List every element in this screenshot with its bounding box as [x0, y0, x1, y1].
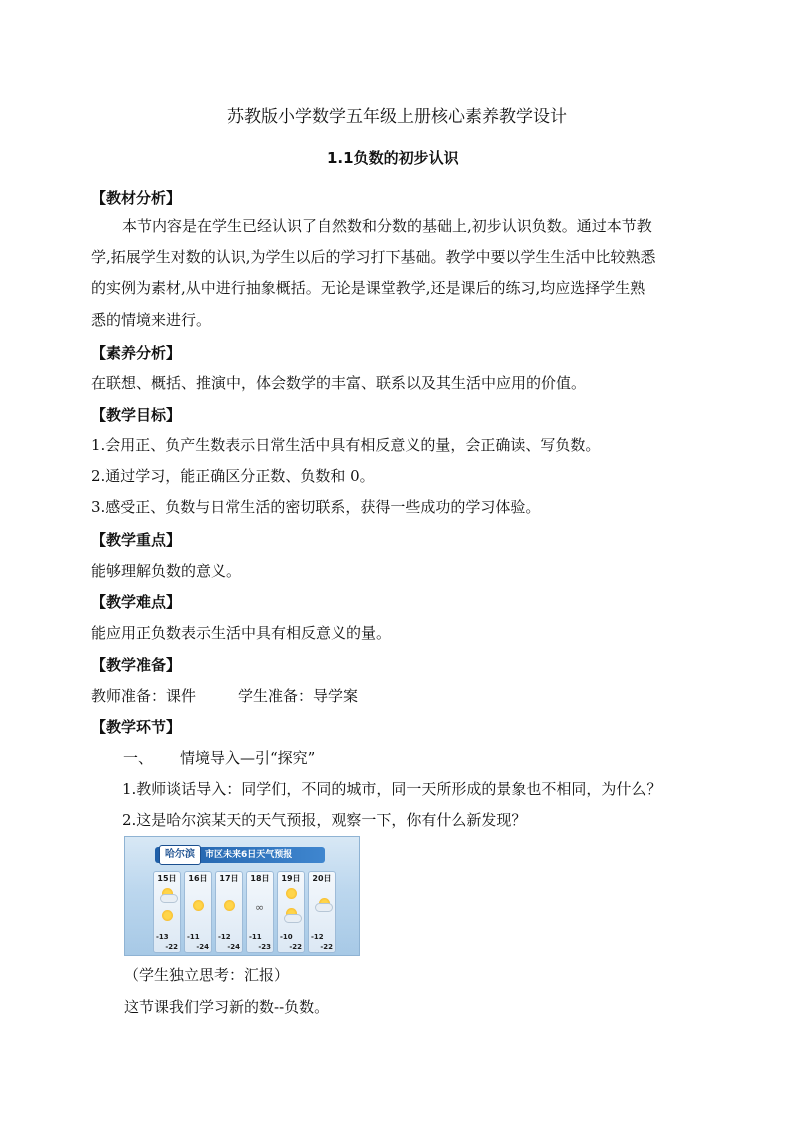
- heading-key-points: 【教学重点】: [91, 531, 182, 549]
- forecast-day: [184, 871, 212, 953]
- forecast-high: -11: [187, 933, 200, 941]
- literacy-analysis-text: 在联想、概括、推演中，体会数学的丰富、联系以及其生活中应用的价值。: [91, 374, 587, 392]
- process-line: （学生独立思考：汇报）: [124, 966, 290, 984]
- sun-icon: [286, 888, 297, 899]
- material-analysis-line: 的实例为素材,从中进行抽象概括。无论是课堂教学,还是课后的练习,均应选择学生熟: [91, 279, 646, 297]
- heading-goals: 【教学目标】: [91, 406, 182, 424]
- forecast-date: 15日: [157, 874, 177, 883]
- forecast-day: [215, 871, 243, 953]
- cloud-icon: [284, 914, 302, 923]
- process-line: 1.教师谈话导入：同学们，不同的城市，同一天所形成的景象也不相同，为什么？: [122, 780, 662, 798]
- forecast-low: -22: [165, 943, 178, 951]
- forecast-high: -11: [249, 933, 262, 941]
- forecast-day: [153, 871, 181, 953]
- difficulties-text: 能应用正负数表示生活中具有相反意义的量。: [91, 624, 392, 642]
- forecast-date: 19日: [281, 874, 301, 883]
- forecast-low: -23: [258, 943, 271, 951]
- goal-item: 1.会用正、负产生数表示日常生活中具有相反意义的量，会正确读、写负数。: [91, 436, 601, 454]
- haze-icon: ∞: [255, 901, 265, 914]
- goal-item: 2.通过学习，能正确区分正数、负数和 0。: [91, 467, 375, 485]
- heading-literacy-analysis: 【素养分析】: [91, 344, 182, 362]
- heading-process: 【教学环节】: [91, 718, 182, 736]
- cloud-icon: [160, 894, 178, 903]
- document-subtitle: 1.1负数的初步认识: [327, 149, 459, 167]
- forecast-day: [277, 871, 305, 953]
- goal-item: 3.感受正、负数与日常生活的密切联系，获得一些成功的学习体验。: [91, 498, 541, 516]
- teacher-preparation: 教师准备：课件: [91, 687, 197, 705]
- sun-icon: [224, 900, 235, 911]
- forecast-date: 20日: [312, 874, 332, 883]
- forecast-high: -12: [218, 933, 231, 941]
- sun-icon: [162, 910, 173, 921]
- material-analysis-line: 悉的情境来进行。: [91, 311, 212, 329]
- cloud-icon: [315, 903, 333, 912]
- weather-forecast-image: [124, 836, 360, 956]
- forecast-high: -13: [156, 933, 169, 941]
- forecast-day: [308, 871, 336, 953]
- forecast-low: -24: [196, 943, 209, 951]
- forecast-low: -22: [289, 943, 302, 951]
- forecast-heading: 市区未来6日天气预报: [205, 850, 293, 860]
- material-analysis-line: 本节内容是在学生已经认识了自然数和分数的基础上,初步认识负数。通过本节教: [122, 217, 652, 235]
- forecast-date: 16日: [188, 874, 208, 883]
- forecast-date: 17日: [219, 874, 239, 883]
- key-points-text: 能够理解负数的意义。: [91, 562, 242, 580]
- heading-preparation: 【教学准备】: [91, 656, 182, 674]
- forecast-low: -22: [320, 943, 333, 951]
- forecast-low: -24: [227, 943, 240, 951]
- process-line: 2.这是哈尔滨某天的天气预报，观察一下，你有什么新发现？: [122, 811, 527, 829]
- process-step-title: 情境导入—引“探究”: [180, 749, 316, 767]
- heading-material-analysis: 【教材分析】: [91, 189, 182, 207]
- sun-icon: [193, 900, 204, 911]
- process-line: 这节课我们学习新的数--负数。: [124, 998, 330, 1016]
- document-title: 苏教版小学数学五年级上册核心素养教学设计: [227, 107, 567, 127]
- student-preparation: 学生准备：导学案: [238, 687, 359, 705]
- forecast-day: [246, 871, 274, 953]
- forecast-high: -10: [280, 933, 293, 941]
- forecast-date: 18日: [250, 874, 270, 883]
- forecast-high: -12: [311, 933, 324, 941]
- process-step-number: 一、: [123, 749, 154, 767]
- material-analysis-line: 学,拓展学生对数的认识,为学生以后的学习打下基础。教学中要以学生生活中比较熟悉: [91, 248, 656, 266]
- heading-difficulties: 【教学难点】: [91, 593, 182, 611]
- forecast-city: 哈尔滨: [159, 845, 201, 865]
